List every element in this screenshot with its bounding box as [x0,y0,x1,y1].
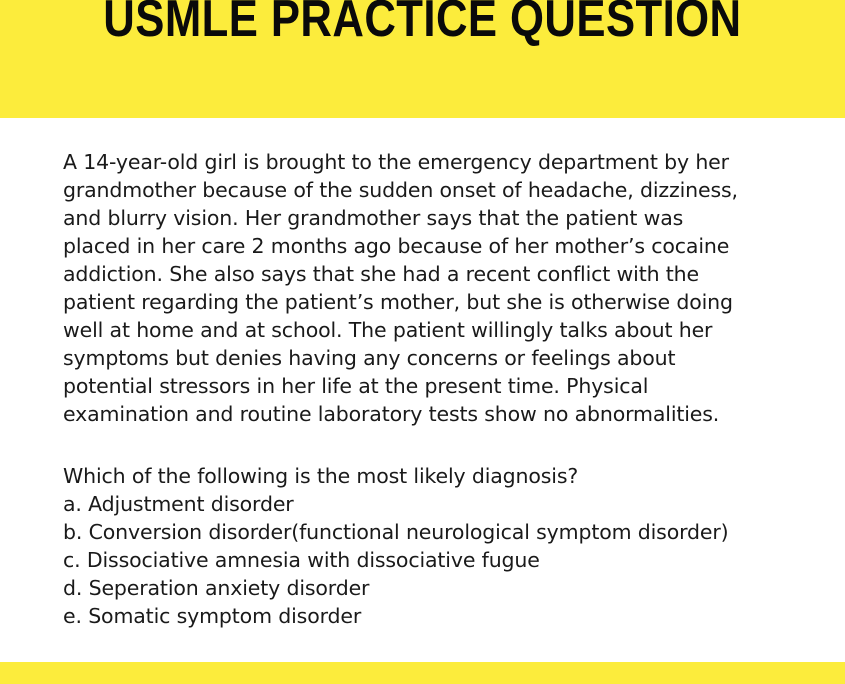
question-prompt: Which of the following is the most likely diagnosis? [63,464,579,488]
stem-line: patient regarding the patient’s mother, but she is otherwise doing [63,290,733,314]
question-card [63,148,803,630]
footer-banner [0,662,845,684]
answer-block [63,462,803,630]
answer-option-d: d. Seperation anxiety disorder [63,576,370,600]
page-title: USMLE PRACTICE QUESTION [103,0,742,48]
stem-line: symptoms but denies having any concerns or feelings about [63,346,676,370]
answer-option-c: c. Dissociative amnesia with dissociative fugue [63,548,540,572]
header-banner [0,0,845,118]
stem-line: placed in her care 2 months ago because of her mother’s cocaine [63,234,730,258]
stem-line: grandmother because of the sudden onset of headache, dizziness, [63,178,738,202]
answer-option-b: b. Conversion disorder(functional neurological symptom disorder) [63,520,729,544]
stem-line: well at home and at school. The patient willingly talks about her [63,318,713,342]
stem-line: A 14-year-old girl is brought to the emergency department by her [63,150,729,174]
answer-option-e: e. Somatic symptom disorder [63,604,362,628]
stem-line: examination and routine laboratory tests show no abnormalities. [63,402,720,426]
stem-line: and blurry vision. Her grandmother says that the patient was [63,206,684,230]
answer-option-a: a. Adjustment disorder [63,492,294,516]
stem-line: potential stressors in her life at the present time. Physical [63,374,649,398]
stem-line: addiction. She also says that she had a recent conflict with the [63,262,699,286]
question-stem [63,148,803,428]
